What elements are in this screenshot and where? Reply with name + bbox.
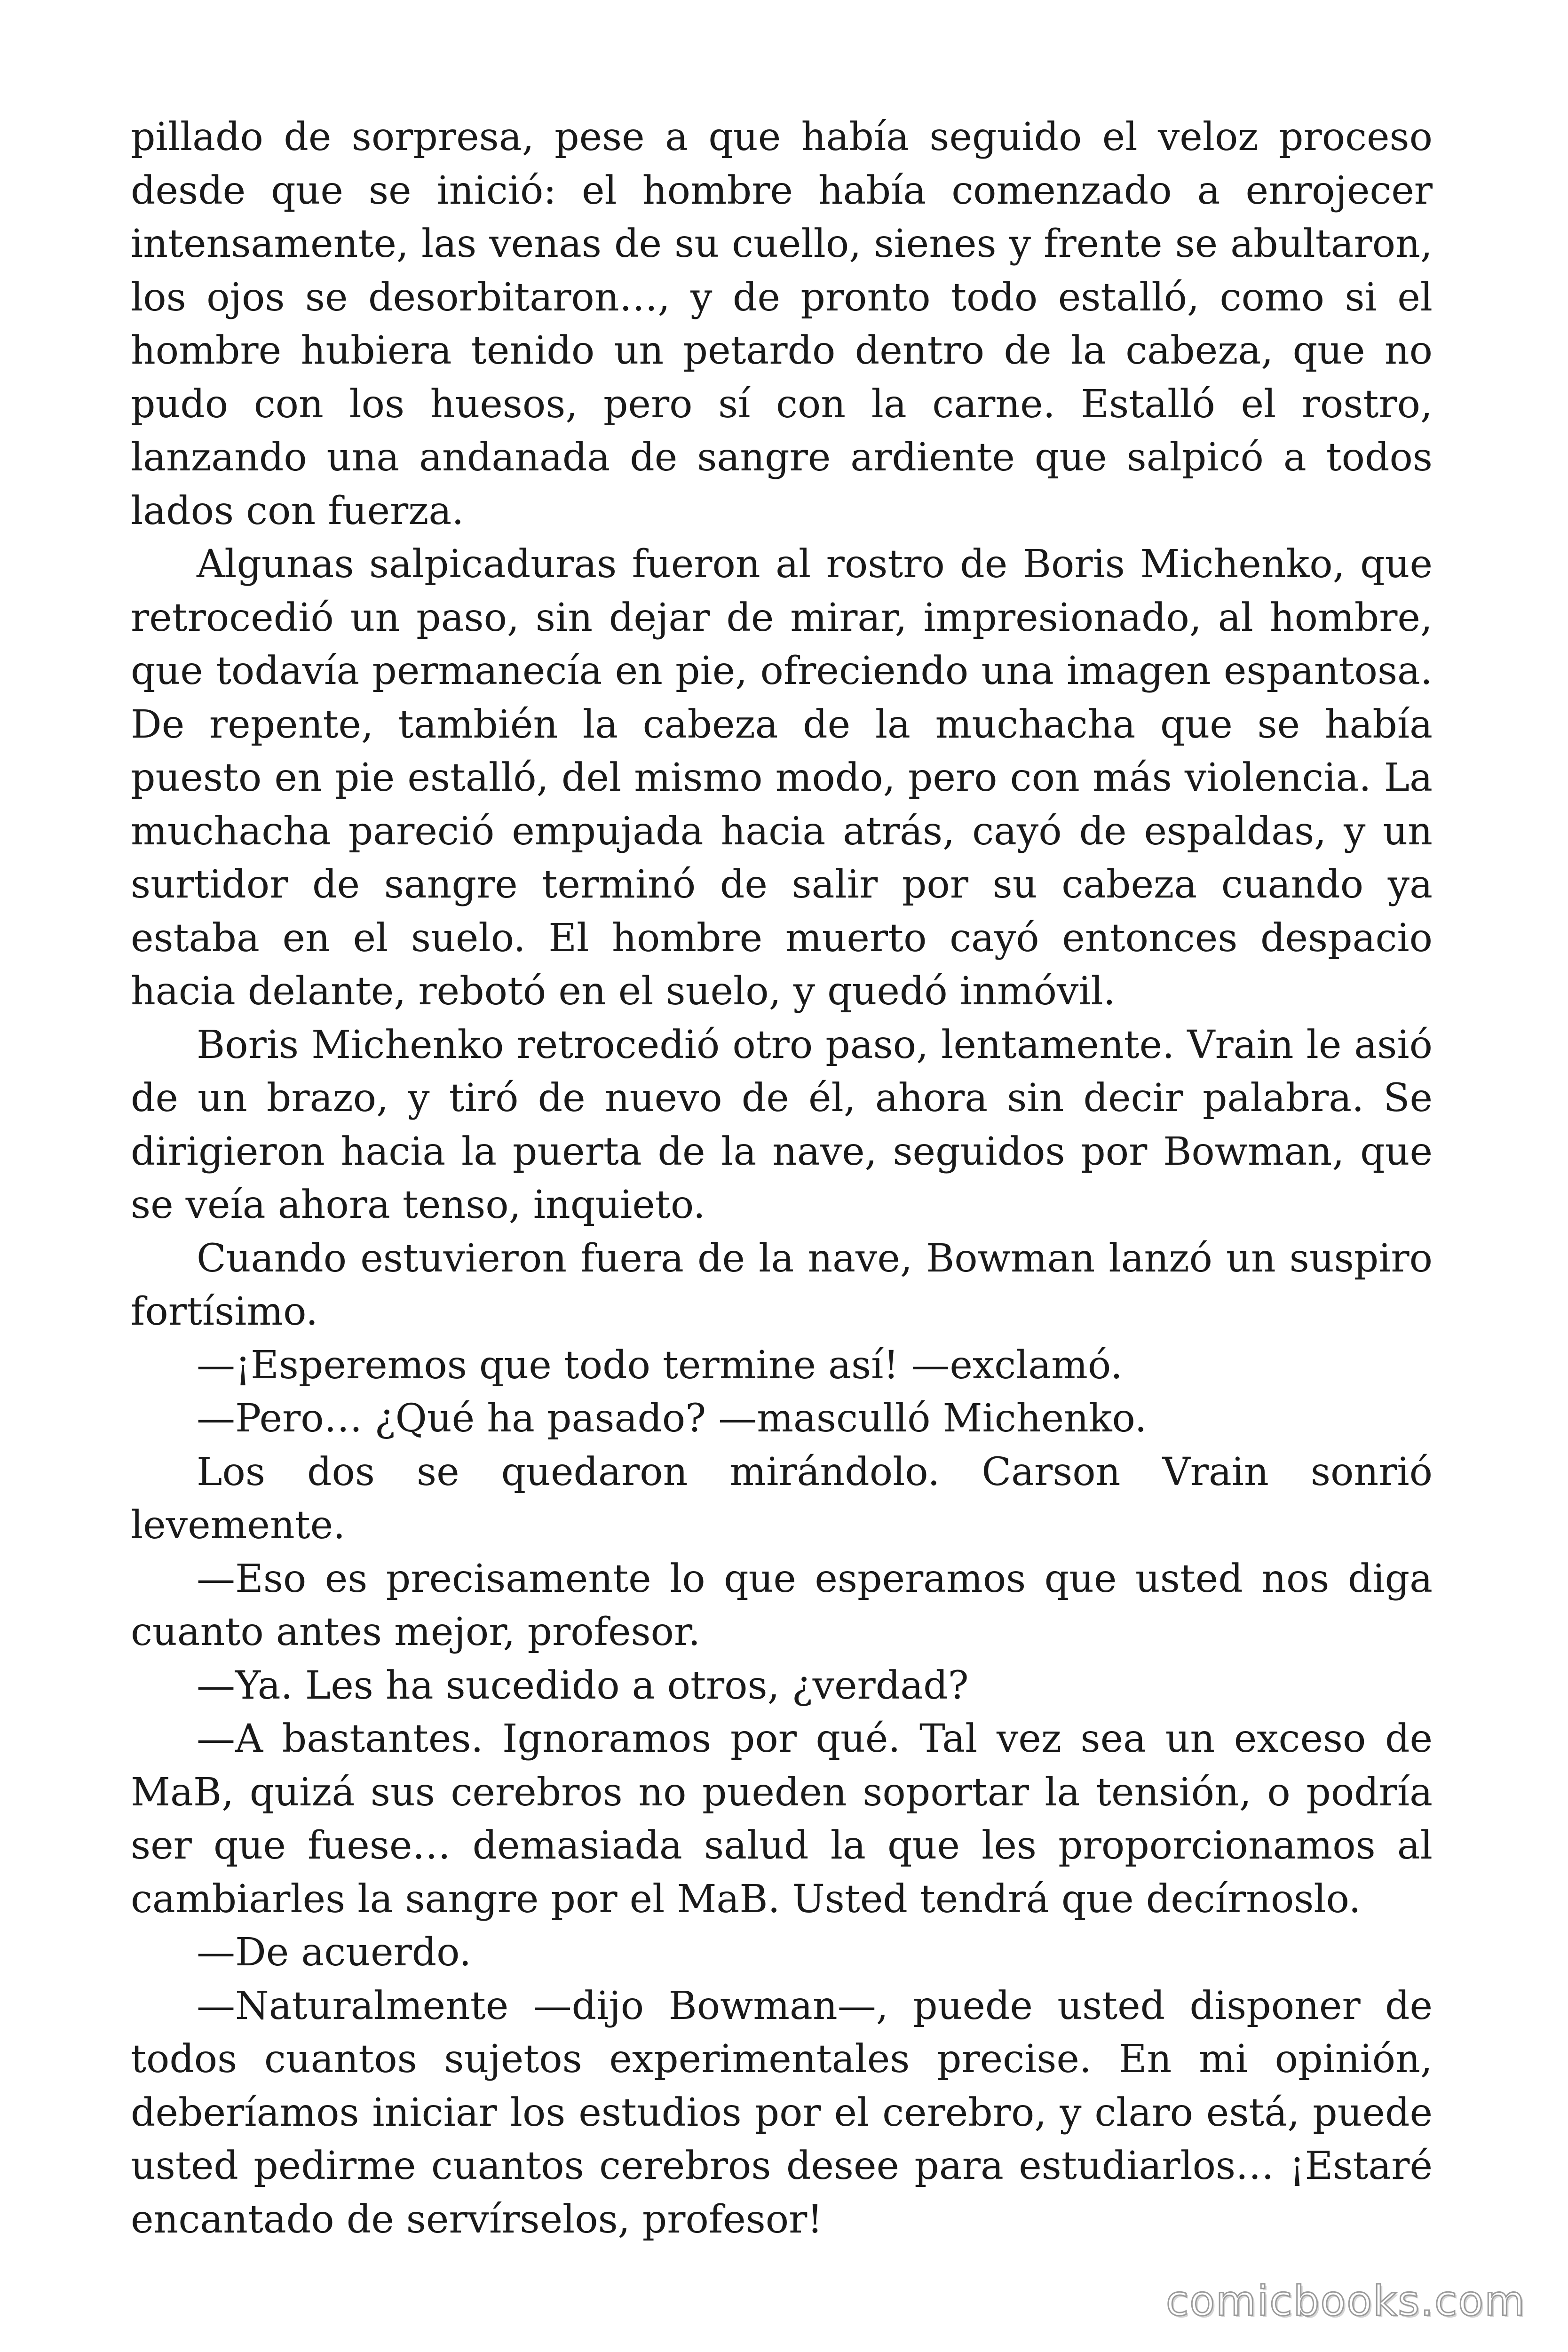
- dialogue-line: —¡Esperemos que todo termine así! —exclamó.: [197, 1343, 1123, 1388]
- paragraph: Boris Michenko retrocedió otro paso, lentamente. Vrain le asió de un brazo, y tiró de nuevo de él, ahora sin decir palabra. Se dirigieron hacia la puerta de la nave, seguidos por Bowman, que se veía ahora tenso, inquieto.: [131, 1022, 1433, 1227]
- dialogue-line: —Eso es precisamente lo que esperamos que usted nos diga cuanto antes mejor, profesor.: [131, 1556, 1433, 1654]
- paragraph: Algunas salpicaduras fueron al rostro de Boris Michenko, que retrocedió un paso, sin dejar de mirar, impresionado, al hombre, que todavía permanecía en pie, ofreciendo una imagen espantosa. De repente, también la cabeza de la muchacha que se había puesto en pie estalló, del mismo modo, pero con más violencia. La muchacha pareció empujada hacia atrás, cayó de espaldas, y un surtidor de sangre terminó de salir por su cabeza cuando ya estaba en el suelo. El hombre muerto cayó entonces despacio hacia delante, rebotó en el suelo, y quedó inmóvil.: [131, 542, 1433, 1014]
- watermark: comicbooks.com: [1165, 2277, 1526, 2325]
- paragraph: pillado de sorpresa, pese a que había seguido el veloz proceso desde que se inició: el hombre había comenzado a enrojecer intensamente, las venas de su cuello, sienes y frente se abultaron, los ojos se desorbitaron…, y de pronto todo estalló, como si el hombre hubiera tenido un petardo dentro de la cabeza, que no pudo con los huesos, pero sí con la carne. Estalló el rostro, lanzando una andanada de sangre ardiente que salpicó a todos lados con fuerza.: [131, 115, 1433, 533]
- dialogue-line: —Pero… ¿Qué ha pasado? —masculló Michenko.: [197, 1396, 1147, 1441]
- dialogue-line: —De acuerdo.: [197, 1930, 472, 1975]
- paragraph: Los dos se quedaron mirándolo. Carson Vrain sonrió levemente.: [131, 1449, 1433, 1548]
- page-body-text: [131, 111, 1433, 2246]
- dialogue-line: —A bastantes. Ignoramos por qué. Tal vez sea un exceso de MaB, quizá sus cerebros no pueden soportar la tensión, o podría ser que fuese… demasiada salud la que les proporcionamos al cambiarles la sangre por el MaB. Usted tendrá que decírnoslo.: [131, 1716, 1433, 1922]
- dialogue-line: —Naturalmente —dijo Bowman—, puede usted disponer de todos cuantos sujetos experimentales precise. En mi opinión, deberíamos iniciar los estudios por el cerebro, y claro está, puede usted pedirme cuantos cerebros desee para estudiarlos… ¡Estaré encantado de servírselos, profesor!: [131, 1983, 1433, 2242]
- paragraph: Cuando estuvieron fuera de la nave, Bowman lanzó un suspiro fortísimo.: [131, 1236, 1433, 1334]
- dialogue-line: —Ya. Les ha sucedido a otros, ¿verdad?: [197, 1663, 969, 1708]
